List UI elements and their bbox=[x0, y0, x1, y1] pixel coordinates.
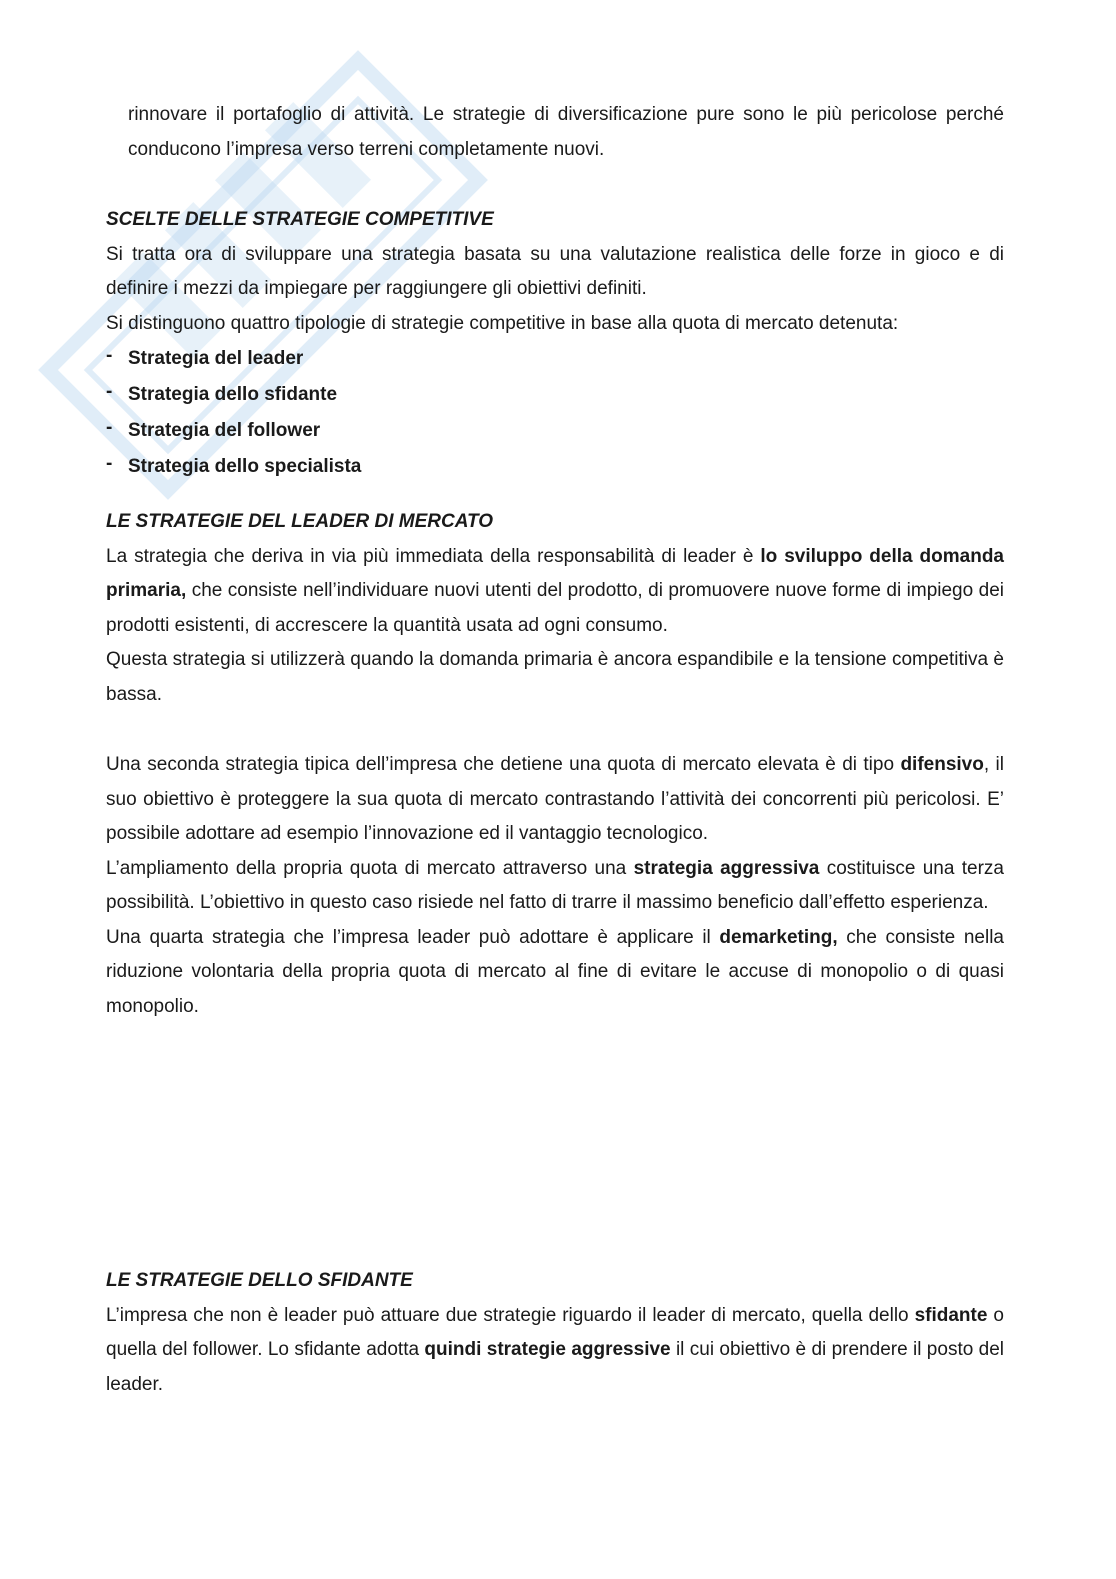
leader-paragraph-2: Questa strategia si utilizzerà quando la domanda primaria è ancora espandibile e la tensione competitiva è bassa. bbox=[106, 649, 1004, 705]
challenger-paragraph-1: L’impresa che non è leader può attuare due strategie riguardo il leader di mercato, quella dello sfidante o quella del follower. Lo sfidante adotta quindi strategie aggressive il cui obiettivo è di prendere il posto del leader. bbox=[106, 1304, 1004, 1395]
section-heading-challenger: LE STRATEGIE DELLO SFIDANTE bbox=[106, 1270, 413, 1291]
list-item: - Strategia dello sfidante bbox=[106, 381, 338, 405]
strategy-list bbox=[106, 341, 1004, 485]
leader-paragraph-3: Una seconda strategia tipica dell’impresa che detiene una quota di mercato elevata è di tipo difensivo, il suo obiettivo è proteggere la sua quota di mercato contrastando l’attività dei concorrenti più pericolosi. E’ possibile adottare ad esempio l’innovazione ed il vantaggio tecnologico. bbox=[106, 754, 1004, 844]
competitive-paragraph-1: Si tratta ora di sviluppare una strategia basata su una valutazione realistica delle forze in gioco e di definire i mezzi da impiegare per raggiungere gli obiettivi definiti. bbox=[106, 243, 1004, 299]
leader-paragraph-4: L’ampliamento della propria quota di mercato attraverso una strategia aggressiva costituisce una terza possibilità. L’obiettivo in questo caso risiede nel fatto di trarre il massimo beneficio dall’effetto esperienza. bbox=[106, 857, 1004, 913]
list-item: - Strategia del follower bbox=[106, 417, 321, 441]
section-heading-competitive: SCELTE DELLE STRATEGIE COMPETITIVE bbox=[106, 209, 494, 230]
intro-paragraph: rinnovare il portafoglio di attività. Le strategie di diversificazione pure sono le più pericolose perché conducono l’impresa verso terreni completamente nuovi. bbox=[128, 104, 1004, 160]
competitive-paragraph-2: Si distinguono quattro tipologie di strategie competitive in base alla quota di mercato detenuta: bbox=[106, 312, 899, 334]
document-page bbox=[106, 98, 1004, 1402]
section-heading-leader: LE STRATEGIE DEL LEADER DI MERCATO bbox=[106, 511, 494, 532]
leader-paragraph-1: La strategia che deriva in via più immediata della responsabilità di leader è lo sviluppo della domanda primaria, che consiste nell’individuare nuovi utenti del prodotto, di promuovere nuove forme di impiego dei prodotti esistenti, di accrescere la quantità usata ad ogni consumo. bbox=[106, 545, 1004, 636]
list-item: - Strategia del leader bbox=[106, 345, 304, 369]
list-item: - Strategia dello specialista bbox=[106, 453, 362, 477]
leader-paragraph-5: Una quarta strategia che l’impresa leader può adottare è applicare il demarketing, che consiste nella riduzione volontaria della propria quota di mercato al fine di evitare le accuse di monopolio o di quasi monopolio. bbox=[106, 926, 1004, 1017]
